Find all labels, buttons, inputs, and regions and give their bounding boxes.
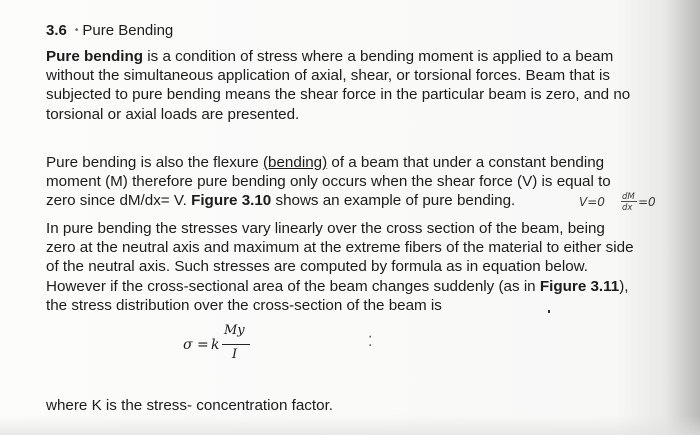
text-line: In pure bending the stresses vary linearly over the cross section of the beam, being [46, 220, 605, 237]
text-span: of a beam that under a constant bending [327, 154, 605, 171]
text-line: without the simultaneous application of axial, shear, or torsional forces. Beam that is [46, 67, 610, 85]
handwritten-dx: dx [622, 203, 633, 213]
text-span: ), [619, 277, 629, 295]
paragraph-stress-distribution [46, 219, 634, 315]
text-line: moment (M) therefore pure bending only occurs when the shear force (V) is equal to [46, 173, 611, 191]
text-line [46, 191, 611, 210]
text-line [46, 277, 634, 296]
equation-sigma: σ [183, 337, 193, 353]
stray-mark: ⁚ [368, 333, 373, 349]
defined-term: Pure bending [46, 48, 144, 65]
equation-denominator: I [232, 347, 238, 362]
text-span: However if the cross-sectional area of the beam changes suddenly (as in [46, 277, 540, 295]
paragraph-flexure [46, 153, 611, 211]
equation-k: k [211, 337, 220, 353]
section-heading [46, 22, 173, 39]
handwritten-equals-zero: =0 [638, 195, 656, 209]
text-span: zero since dM/dx= V. [46, 192, 192, 210]
text-span: shows an example of pure bending. [271, 192, 516, 210]
figure-reference: Figure 3.11 [539, 277, 620, 295]
section-number: 3.6 [46, 22, 67, 39]
text-line: the stress distribution over the cross-section of the beam is [46, 296, 442, 314]
handwritten-dm: dM [622, 192, 635, 202]
closing-sentence: where K is the stress- concentration factor. [46, 397, 334, 414]
figure-reference: Figure 3.10 [191, 192, 272, 210]
text-line [46, 47, 630, 66]
section-title: Pure Bending [82, 22, 174, 39]
handwritten-v-zero: V=0 [579, 195, 605, 209]
text-line: subjected to pure bending means the shear force in the particular beam is zero, and no [46, 86, 631, 104]
paragraph-pure-bending-definition [46, 47, 630, 124]
scan-shadow [0, 415, 700, 435]
text-span: is a condition of stress where a bending moment is applied to a beam [143, 48, 614, 65]
heading-separator-dot: • [74, 25, 79, 36]
bending-link[interactable]: (bending) [262, 154, 328, 171]
equation-equals: = [197, 337, 209, 353]
text-line: torsional or axial loads are presented. [46, 105, 300, 123]
handwritten-annotation [578, 189, 668, 213]
text-line: of the neutral axis. Such stresses are computed by formula as in equation below. [46, 258, 588, 276]
equation-numerator: My [224, 323, 245, 338]
text-span: Pure bending is also the flexure [46, 154, 263, 171]
text-line: zero at the neutral axis and maximum at the extreme fibers of the material to either side [46, 239, 634, 257]
stray-dot [548, 310, 550, 313]
stress-equation [180, 320, 290, 368]
text-line [46, 153, 611, 172]
equation-fraction-bar [222, 344, 250, 345]
